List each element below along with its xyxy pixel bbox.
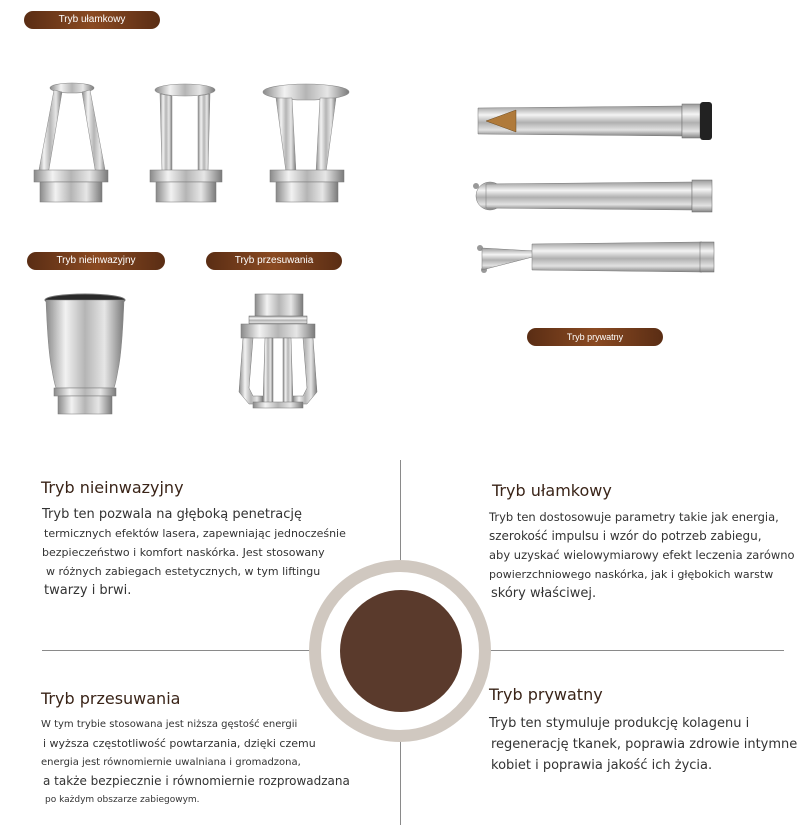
label-fractional: [24, 11, 160, 29]
noninvasive-line-5: twarzy i brwi.: [44, 583, 132, 598]
fractional-line-1: Tryb ten dostosowuje parametry takie jak energia,: [489, 510, 779, 524]
fractional-title: Tryb ułamkowy: [492, 481, 612, 500]
private-line-3: kobiet i poprawia jakość ich życia.: [491, 758, 713, 773]
noninvasive-line-1: Tryb ten pozwala na głęboką penetrację: [42, 507, 303, 522]
fractional-description: [489, 508, 795, 603]
noninvasive-tip-icon: [42, 292, 132, 420]
noninvasive-title: Tryb nieinwazyjny: [41, 478, 184, 497]
sliding-tip-icon: [233, 292, 323, 416]
noninvasive-line-3: bezpieczeństwo i komfort naskórka. Jest stosowany: [42, 546, 325, 559]
noninvasive-description: [42, 505, 346, 600]
sliding-description: [41, 715, 350, 810]
fractional-line-2: szerokość impulsu i wzór do potrzeb zabiegu,: [489, 529, 762, 543]
private-probe-1: [478, 102, 712, 140]
sliding-line-4: a także bezpiecznie i równomiernie rozprowadzana: [43, 774, 350, 788]
fractional-line-3: aby uzyskać wielowymiarowy efekt leczenia zarówno: [489, 548, 795, 562]
noninvasive-line-4: w różnych zabiegach estetycznych, w tym liftingu: [46, 565, 321, 578]
noninvasive-line-2: termicznych efektów lasera, zapewniając jednocześnie: [44, 527, 346, 540]
label-noninvasive-text: Tryb nieinwazyjny: [56, 255, 136, 266]
private-line-1: Tryb ten stymuluje produkcję kolagenu i: [489, 716, 750, 731]
fractional-tip-2: [150, 84, 222, 202]
label-private-text: Tryb prywatny: [566, 332, 624, 342]
fractional-line-4: powierzchniowego naskórka, jak i głębokich warstw: [489, 568, 774, 581]
private-line-2: regenerację tkanek, poprawia zdrowie intymne: [491, 737, 798, 752]
sliding-title: Tryb przesuwania: [41, 689, 181, 708]
sliding-line-2: i wyższa częstotliwość powtarzania, dzięki czemu: [43, 737, 316, 750]
label-sliding-text: Tryb przesuwania: [234, 255, 314, 266]
private-title: Tryb prywatny: [489, 685, 603, 704]
private-probe-3: [477, 242, 714, 273]
fractional-tip-3: [263, 84, 349, 202]
fractional-tip-icon: [30, 80, 360, 210]
private-description: [489, 713, 797, 776]
sliding-line-1: W tym trybie stosowana jest niższa gęstość energii: [41, 719, 298, 730]
private-probe-icon: [472, 96, 722, 286]
sliding-line-5: po każdym obszarze zabiegowym.: [45, 795, 200, 805]
label-noninvasive: [27, 252, 165, 270]
private-probe-2: [473, 180, 712, 212]
sliding-line-3: energia jest równomiernie uwalniana i gromadzona,: [41, 757, 301, 768]
fractional-line-5: skóry właściwej.: [491, 586, 597, 601]
label-private: [527, 328, 663, 346]
label-fractional-text: Tryb ułamkowy: [58, 14, 126, 25]
label-sliding: [206, 252, 342, 270]
fractional-tip-1: [34, 83, 108, 202]
center-circle: [340, 590, 462, 712]
